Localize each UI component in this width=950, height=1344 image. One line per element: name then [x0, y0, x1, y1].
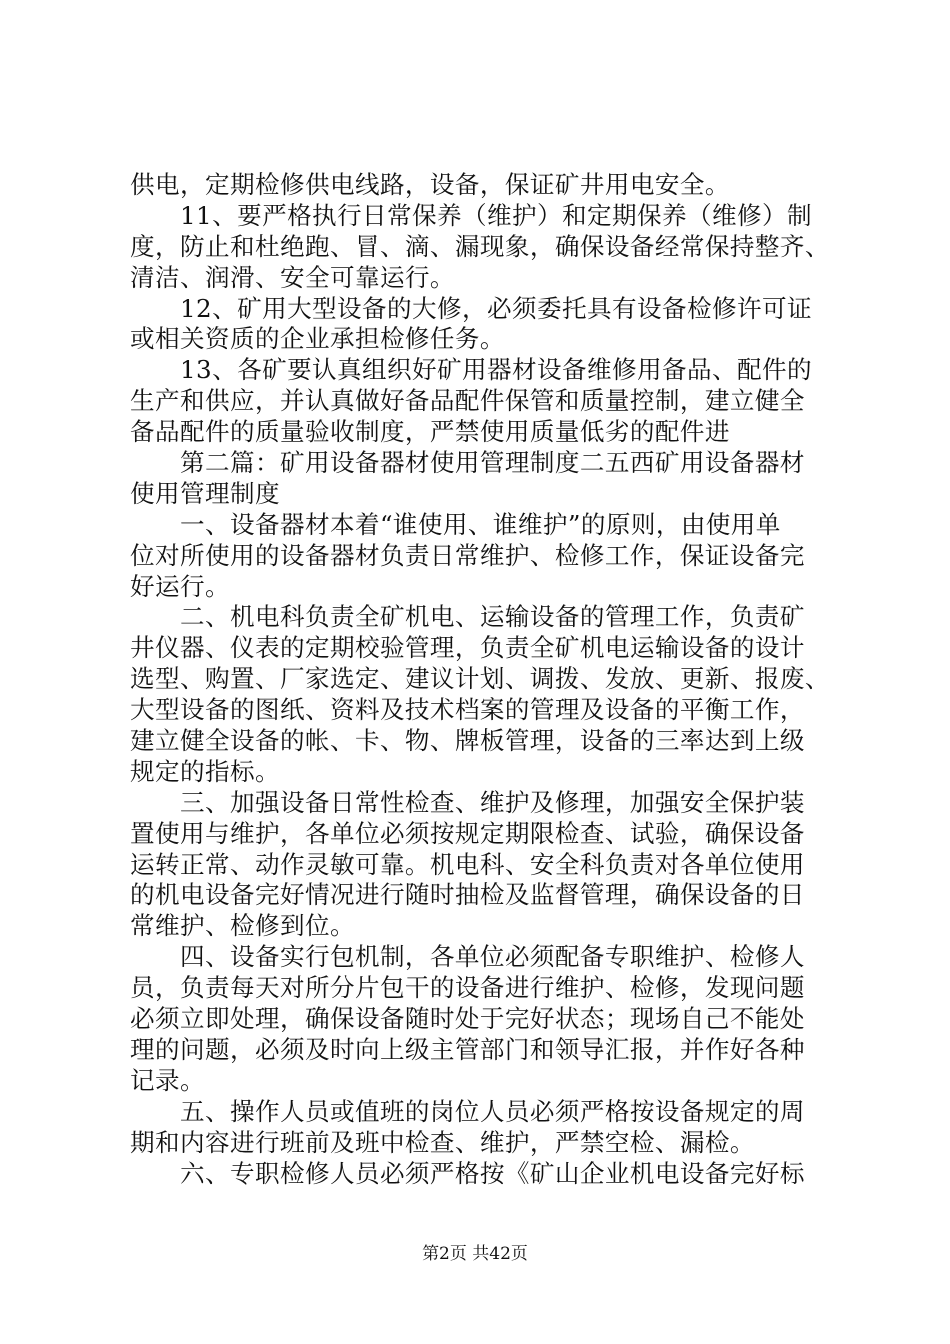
text-line: 一、设备器材本着“谁使用、谁维护”的原则，由使用单 — [130, 509, 781, 539]
text-line: 11、要严格执行日常保养（维护）和定期保养（维修）制 — [130, 200, 812, 230]
text-line: 供电，定期检修供电线路，设备，保证矿井用电安全。 — [130, 170, 730, 199]
text-line: 员，负责每天对所分片包干的设备进行维护、检修，发现问题 — [130, 973, 805, 1003]
text-line: 三、加强设备日常性检查、维护及修理，加强安全保护装 — [130, 787, 805, 817]
text-line: 必须立即处理，确保设备随时处于完好状态；现场自己不能处 — [130, 1004, 805, 1034]
page-number-footer: 第2页 共42页 — [422, 1244, 528, 1264]
text-line: 规定的指标。 — [130, 756, 280, 786]
text-line: 运转正常、动作灵敏可靠。机电科、安全科负责对各单位使用 — [130, 849, 805, 879]
text-line: 12、矿用大型设备的大修，必须委托具有设备检修许可证 — [130, 293, 812, 323]
text-line: 度，防止和杜绝跑、冒、滴、漏现象，确保设备经常保持整齐、 — [130, 231, 830, 261]
text-line: 备品配件的质量验收制度，严禁使用质量低劣的配件进 — [130, 417, 730, 447]
text-line: 四、设备实行包机制，各单位必须配备专职维护、检修人 — [130, 942, 805, 972]
text-line: 理的问题，必须及时向上级主管部门和领导汇报，并作好各种 — [130, 1034, 805, 1064]
text-line: 好运行。 — [130, 571, 230, 601]
text-line: 五、操作人员或值班的岗位人员必须严格按设备规定的周 — [130, 1096, 805, 1126]
text-line: 常维护、检修到位。 — [130, 911, 355, 941]
text-line: 井仪器、仪表的定期校验管理，负责全矿机电运输设备的设计 — [130, 633, 805, 663]
text-line: 期和内容进行班前及班中检查、维护，严禁空检、漏检。 — [130, 1127, 755, 1157]
text-line: 置使用与维护，各单位必须按规定期限检查、试验，确保设备 — [130, 818, 805, 848]
text-line: 13、各矿要认真组织好矿用器材设备维修用备品、配件的 — [130, 355, 812, 385]
text-line: 六、专职检修人员必须严格按《矿山企业机电设备完好标 — [130, 1158, 805, 1188]
text-line: 位对所使用的设备器材负责日常维护、检修工作，保证设备完 — [130, 540, 805, 570]
section-heading-line: 使用管理制度 — [130, 478, 280, 508]
text-line: 清洁、润滑、安全可靠运行。 — [130, 262, 455, 292]
text-line: 的机电设备完好情况进行随时抽检及监督管理，确保设备的日 — [130, 880, 805, 910]
text-line: 记录。 — [130, 1065, 205, 1095]
text-line: 生产和供应，并认真做好备品配件保管和质量控制，建立健全 — [130, 386, 805, 416]
document-body — [130, 170, 830, 1189]
section-heading-line: 第二篇：矿用设备器材使用管理制度二五西矿用设备器材 — [130, 448, 805, 478]
text-line: 建立健全设备的帐、卡、物、牌板管理，设备的三率达到上级 — [130, 726, 805, 756]
text-line: 二、机电科负责全矿机电、运输设备的管理工作，负责矿 — [130, 602, 805, 632]
text-line: 或相关资质的企业承担检修任务。 — [130, 324, 505, 354]
text-line: 选型、购置、厂家选定、建议计划、调拨、发放、更新、报废、 — [130, 664, 830, 694]
text-line: 大型设备的图纸、资料及技术档案的管理及设备的平衡工作， — [130, 695, 805, 725]
